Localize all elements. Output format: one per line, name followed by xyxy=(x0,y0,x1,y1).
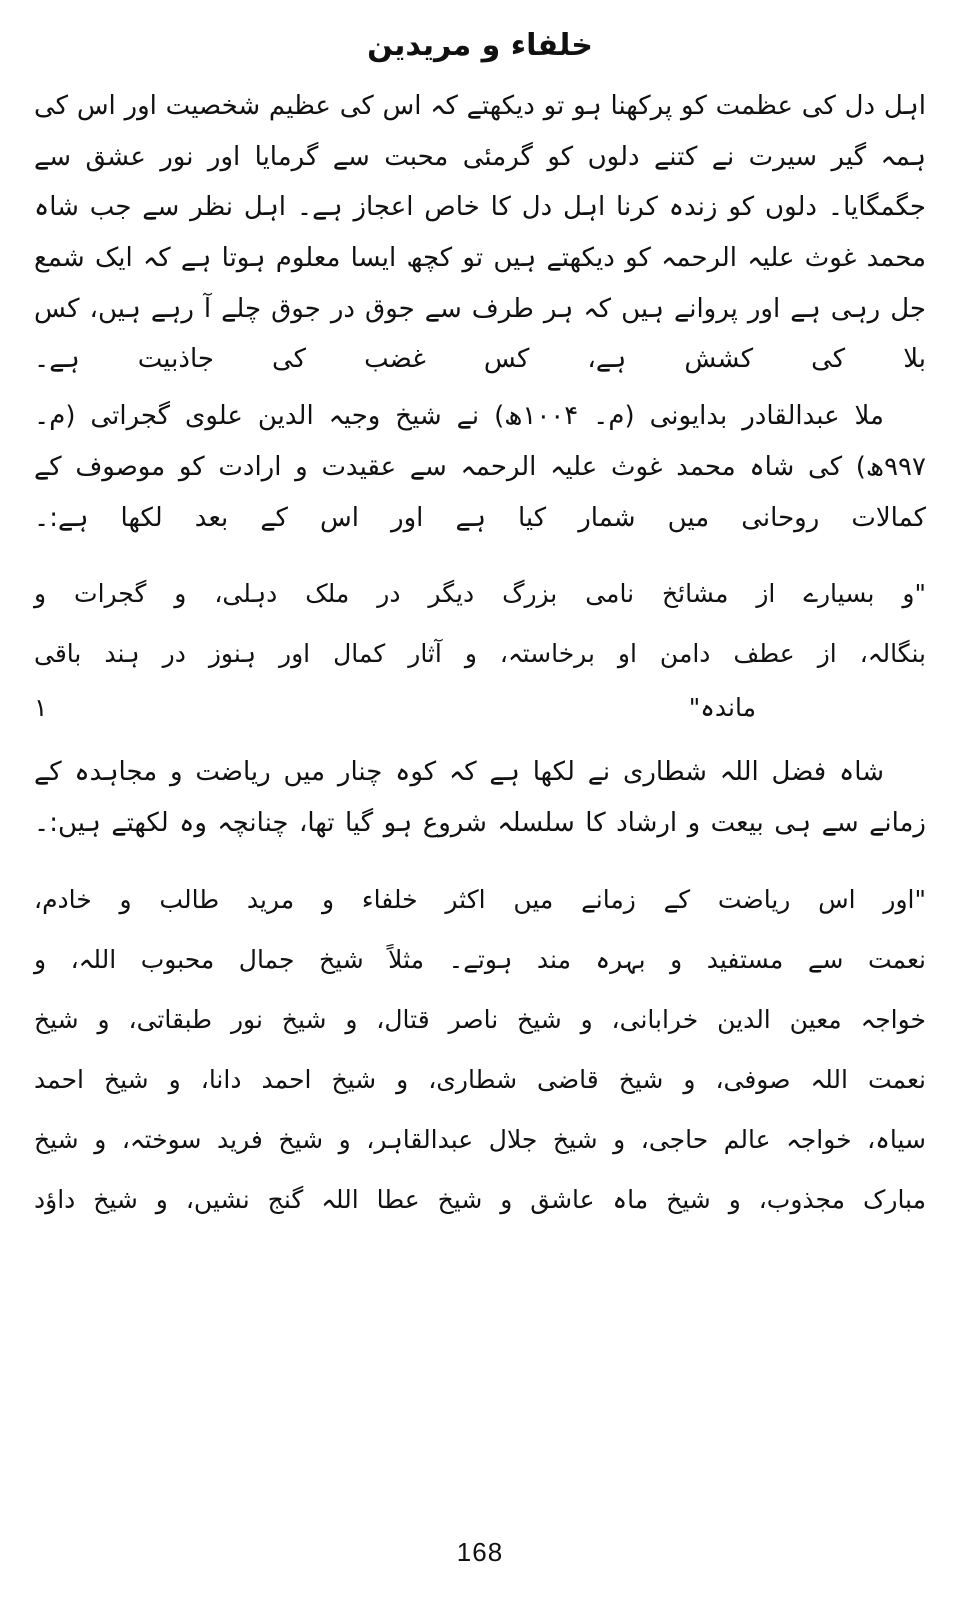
quote-one-line-1: "و بسیارے از مشائخ نامی بزرگ دیگر در ملک دہلی، و گجرات و xyxy=(34,579,926,609)
spacer xyxy=(34,855,926,865)
page-title: خلفاء و مریدین xyxy=(367,28,593,63)
paragraph-3: شاہ فضل اللہ شطاری نے لکھا ہے کہ کوہ چنار میں ریاضت و مجاہدہ کے زمانے سے ہی بیعت و ارشاد کا سلسلہ شروع ہو گیا تھا، چنانچہ وہ لکھتے ہیں:۔ xyxy=(34,757,926,838)
quote-two-line-3: خواجہ معین الدین خرابانی، و شیخ ناصر قتال، و شیخ نور طبقاتی، و شیخ xyxy=(34,1004,926,1034)
quote-two-line-2: نعمت سے مستفید و بہرہ مند ہوتے۔ مثلاً شیخ جمال محبوب اللہ، و xyxy=(34,944,926,974)
quote-two-line-1: "اور اس ریاضت کے زمانے میں اکثر خلفاء و مرید طالب و خادم، xyxy=(34,884,926,914)
quote-two-line-5: سیاہ، خواجہ عالم حاجی، و شیخ جلال عبدالقاہر، و شیخ فرید سوختہ، و شیخ xyxy=(34,1124,926,1154)
quote-one-line-2: بنگالہ، از عطف دامن او برخاستہ، و آثار کمال اور ہنوز در ہند باقی xyxy=(34,639,926,669)
quote-two-line-6: مبارک مجذوب، و شیخ ماہ عاشق و شیخ عطا اللہ گنج نشیں، و شیخ داؤد xyxy=(34,1184,926,1214)
quote-two-line-4: نعمت اللہ صوفی، و شیخ قاضی شطاری، و شیخ احمد دانا، و شیخ احمد xyxy=(34,1064,926,1094)
paragraph-2: ملا عبدالقادر بدایونی (م۔ ۱۰۰۴ھ) نے شیخ وجیہ الدین علوی گجراتی (م۔ ۹۹۷ھ) کی شاہ محمد غوث علیہ الرحمہ سے عقیدت و ارادت کو موصوف کے کمالات روحانی میں شمار کیا ہے اور اس کے بعد لکھا ہے:۔ xyxy=(34,401,926,533)
spacer xyxy=(34,549,926,559)
quote-one-line-3: ماندہ" ۱ xyxy=(34,693,756,723)
paragraph-1: اہل دل کی عظمت کو پرکھنا ہو تو دیکھتے کہ اس کی عظیم شخصیت اور اس کی ہمہ گیر سیرت نے کتنے دلوں کو گرمئی محبت سے گرمایا اور نور عشق سے جگمگایا۔ دلوں کو زندہ کرنا اہل دل کا خاص اعجاز ہے۔ اہل نظر سے جب شاہ محمد غوث علیہ الرحمہ کو دیکھتے ہیں تو کچھ ایسا معلوم ہوتا ہے کہ ایک شمع جل رہی ہے اور پروانے ہیں کہ ہر طرف سے جوق در جوق چلے آ رہے ہیں، کس بلا کی کشش ہے، کس غضب کی جاذبیت ہے۔ xyxy=(34,91,926,375)
page-body xyxy=(34,81,926,1229)
page-number: 168 xyxy=(456,1537,504,1567)
